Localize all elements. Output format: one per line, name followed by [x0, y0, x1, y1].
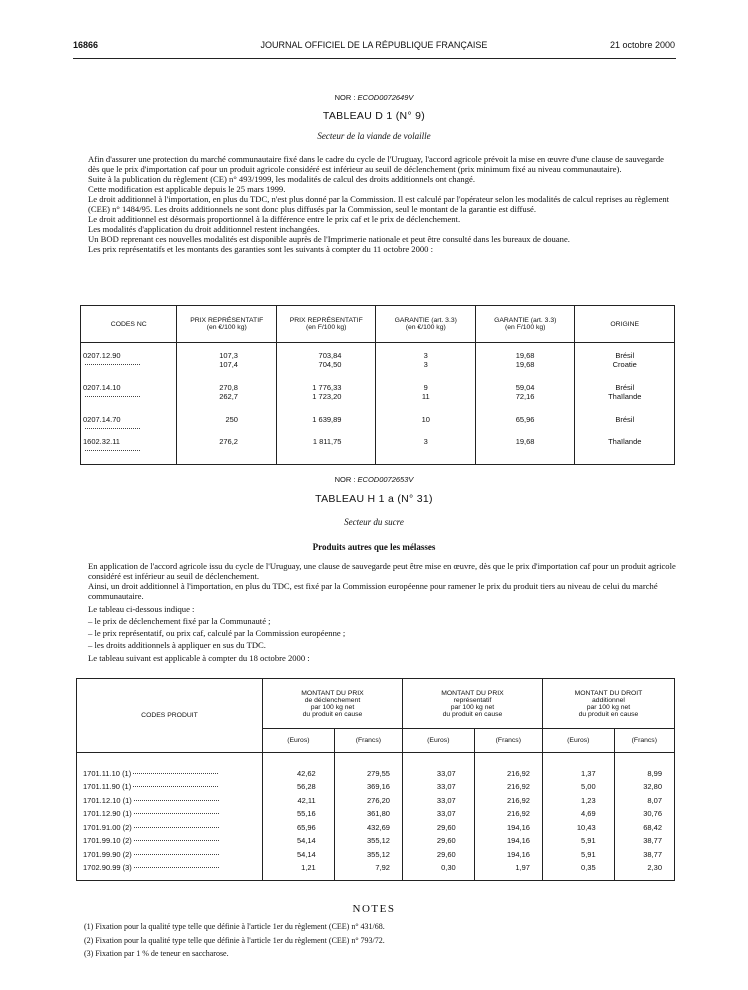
- code-text: 1701.12.10 (1): [83, 795, 132, 805]
- leader-dots: [134, 867, 219, 868]
- code-cell: [77, 848, 263, 862]
- value-cell: 5,00: [542, 780, 614, 794]
- sub-header: (Francs): [614, 729, 674, 753]
- value-cell: 279,55: [334, 767, 402, 781]
- gf-cell: [475, 415, 575, 437]
- value-cell: 355,12: [334, 848, 402, 862]
- value-cell: 42,11: [263, 794, 335, 808]
- note-item: (2) Fixation pour la qualité type telle que définie à l'article 1er du règlement (CEE) n° 793/72.: [84, 935, 385, 945]
- cell-value: 59,04: [515, 382, 535, 392]
- nor-code: ECOD0072653V: [357, 475, 414, 484]
- table-row: [81, 351, 675, 383]
- code-cell: [81, 351, 177, 383]
- value-cell: 56,28: [263, 780, 335, 794]
- section1-text: [88, 154, 676, 254]
- table-header-row: [77, 679, 675, 729]
- table-row: [81, 437, 675, 459]
- value-cell: 1,37: [542, 767, 614, 781]
- code-cell: [77, 861, 263, 875]
- table-row: [77, 767, 675, 781]
- spacer-row: [77, 875, 675, 881]
- value-cell: 1,23: [542, 794, 614, 808]
- leader-dots: [133, 786, 218, 787]
- paragraph: Les prix représentatifs et les montants des garanties sont les suivants à compter du 11 octobre 2000 :: [88, 244, 434, 254]
- list-item: – les droits additionnels à appliquer en sus du TDC.: [88, 640, 266, 650]
- code-text: 1701.12.90 (1): [83, 809, 132, 819]
- cell-value: Croatie: [612, 359, 637, 369]
- leader-dots: [134, 813, 219, 814]
- code-cell: [81, 415, 177, 437]
- col-header-codes: CODES PRODUIT: [77, 679, 263, 753]
- origine-cell: [575, 383, 675, 415]
- table-row: [77, 780, 675, 794]
- value-cell: 38,77: [614, 834, 674, 848]
- section2-text: [88, 561, 676, 663]
- code-text: 0207.12.90: [83, 350, 121, 360]
- nor-reference-2: [0, 475, 748, 484]
- origine-cell: [575, 351, 675, 383]
- ge-cell: [376, 351, 476, 383]
- table-row: [77, 861, 675, 875]
- value-cell: 30,76: [614, 807, 674, 821]
- paragraph: Suite à la publication du règlement (CE) n° 493/1999, les modalités de calcul des droits additionnels ont changé.: [88, 174, 475, 184]
- sub-header: (Euros): [402, 729, 474, 753]
- leader-dots: [134, 800, 219, 801]
- code-text: 1701.99.90 (2): [83, 849, 132, 859]
- value-cell: 29,60: [402, 834, 474, 848]
- sub-header: (Francs): [474, 729, 542, 753]
- table-row: [81, 383, 675, 415]
- value-cell: 0,30: [402, 861, 474, 875]
- value-cell: 194,16: [474, 848, 542, 862]
- group-header: MONTANT DU PRIX représentatif par 100 kg net du produit en cause: [402, 679, 542, 729]
- code-cell: [77, 834, 263, 848]
- cell-value: Thaïlande: [608, 436, 642, 446]
- table-d1: [80, 305, 675, 465]
- nor-reference-1: [0, 93, 748, 102]
- value-cell: 42,62: [263, 767, 335, 781]
- cell-value: 72,16: [515, 391, 535, 401]
- code-cell: [81, 437, 177, 459]
- group-header: MONTANT DU PRIX de déclenchement par 100 kg net du produit en cause: [263, 679, 403, 729]
- cell-value: 276,2: [219, 436, 238, 446]
- value-cell: 216,92: [474, 767, 542, 781]
- value-cell: 33,07: [402, 794, 474, 808]
- cell-value: 703,84: [318, 350, 342, 360]
- value-cell: 194,16: [474, 821, 542, 835]
- col-header: PRIX REPRÉSENTATIF (en F/100 kg): [276, 306, 376, 343]
- table-row: [77, 794, 675, 808]
- value-cell: 33,07: [402, 767, 474, 781]
- col-header: CODES NC: [81, 306, 177, 343]
- table-header-row: [81, 306, 675, 343]
- cell-value: 107,4: [219, 359, 238, 369]
- pf-cell: [276, 415, 376, 437]
- leader-dots: [134, 854, 219, 855]
- leader-dots: [134, 827, 219, 828]
- cell-value: Brésil: [615, 414, 635, 424]
- publication-date: 21 octobre 2000: [609, 40, 675, 50]
- value-cell: 32,80: [614, 780, 674, 794]
- cell-value: 3: [423, 350, 428, 360]
- cell-value: 1 776,33: [312, 382, 342, 392]
- paragraph: Un BOD reprenant ces nouvelles modalités est disponible auprès de l'Imprimerie nationale et peut être consulté dans les bureaux de douane.: [88, 234, 570, 244]
- code-text: 0207.14.70: [83, 414, 121, 424]
- value-cell: 1,21: [263, 861, 335, 875]
- cell-value: 19,68: [515, 436, 535, 446]
- code-cell: [77, 794, 263, 808]
- nor-code: ECOD0072649V: [357, 93, 414, 102]
- value-cell: 8,99: [614, 767, 674, 781]
- code-text: 1602.32.11: [83, 436, 120, 446]
- spacer-row: [81, 459, 675, 465]
- table-row: [81, 415, 675, 437]
- pe-cell: [177, 383, 277, 415]
- section2-heading: Produits autres que les mélasses: [312, 542, 436, 552]
- cell-value: 704,50: [318, 359, 342, 369]
- value-cell: 29,60: [402, 821, 474, 835]
- leader-dots: [134, 840, 219, 841]
- cell-value: 19,68: [515, 359, 535, 369]
- code-cell: [81, 383, 177, 415]
- spacer-row: [77, 753, 675, 767]
- leader-dots: [85, 396, 140, 397]
- leader-dots: [85, 428, 140, 429]
- cell-value: 262,7: [219, 391, 238, 401]
- value-cell: 2,30: [614, 861, 674, 875]
- nor-label: NOR :: [334, 475, 356, 484]
- pe-cell: [177, 415, 277, 437]
- header-rule: [73, 58, 676, 59]
- origine-cell: [575, 437, 675, 459]
- value-cell: 0,35: [542, 861, 614, 875]
- value-cell: 276,20: [334, 794, 402, 808]
- cell-value: 3: [423, 436, 428, 446]
- pf-cell: [276, 351, 376, 383]
- pf-cell: [276, 383, 376, 415]
- group-header: MONTANT DU DROIT additionnel par 100 kg net du produit en cause: [542, 679, 674, 729]
- cell-value: 11: [421, 391, 430, 401]
- value-cell: 194,16: [474, 834, 542, 848]
- sub-header: (Francs): [334, 729, 402, 753]
- paragraph: Le tableau suivant est applicable à compter du 18 octobre 2000 :: [88, 653, 310, 663]
- spacer-row: [81, 343, 675, 351]
- cell-value: 9: [423, 382, 428, 392]
- code-text: 1701.11.90 (1): [83, 782, 132, 792]
- cell-value: 1 639,89: [312, 414, 342, 424]
- cell-value: 19,68: [515, 350, 535, 360]
- value-cell: 369,16: [334, 780, 402, 794]
- leader-dots: [85, 450, 140, 451]
- code-text: 1701.11.10 (1): [83, 768, 132, 778]
- value-cell: 65,96: [263, 821, 335, 835]
- paragraph: En application de l'accord agricole issu du cycle de l'Uruguay, une clause de sauvegarde peut être mise en œuvre, dès que le prix d'importation caf pour un produit agricole considéré est inférieur au seuil de déclenchement.: [88, 561, 676, 581]
- table-row: [77, 821, 675, 835]
- value-cell: 5,91: [542, 848, 614, 862]
- value-cell: 54,14: [263, 834, 335, 848]
- cell-value: 250: [225, 414, 238, 424]
- value-cell: 8,07: [614, 794, 674, 808]
- table-h1a: [76, 678, 675, 881]
- nor-label: NOR :: [334, 93, 356, 102]
- cell-value: 10: [421, 414, 430, 424]
- value-cell: 361,80: [334, 807, 402, 821]
- cell-value: 270,8: [219, 382, 238, 392]
- list-item: – le prix de déclenchement fixé par la Communauté ;: [88, 616, 271, 626]
- code-text: 1702.90.99 (3): [83, 863, 132, 873]
- col-header: PRIX REPRÉSENTATIF (en €/100 kg): [177, 306, 277, 343]
- paragraph: Le tableau ci-dessous indique :: [88, 604, 195, 614]
- pe-cell: [177, 437, 277, 459]
- leader-dots: [133, 773, 218, 774]
- notes-list: [84, 920, 385, 961]
- code-text: 0207.14.10: [83, 382, 121, 392]
- value-cell: 33,07: [402, 807, 474, 821]
- gf-cell: [475, 437, 575, 459]
- table-row: [77, 834, 675, 848]
- value-cell: 10,43: [542, 821, 614, 835]
- paragraph: Le droit additionnel à l'importation, en plus du TDC, n'est plus donné par la Commission. Il est calculé par l'opérateur selon les modalités de calcul reprises au règlement (CEE) n° 1484/95. Les droits additionnels ne sont donc plus diffusés par la Commission, seul le montant de la garantie est diffusé.: [88, 194, 670, 214]
- section2-subtitle: Secteur du sucre: [344, 517, 404, 527]
- section1-subtitle: Secteur de la viande de volaille: [317, 131, 431, 141]
- ge-cell: [376, 437, 476, 459]
- value-cell: 432,69: [334, 821, 402, 835]
- note-item: (1) Fixation pour la qualité type telle que définie à l'article 1er du règlement (CEE) n° 431/68.: [84, 922, 385, 931]
- col-header: GARANTIE (art. 3.3) (en €/100 kg): [376, 306, 476, 343]
- cell-value: Brésil: [615, 350, 635, 360]
- value-cell: 216,92: [474, 807, 542, 821]
- list-item: – le prix représentatif, ou prix caf, calculé par la Commission européenne ;: [88, 628, 346, 638]
- cell-value: Thaïlande: [608, 391, 642, 401]
- value-cell: 55,16: [263, 807, 335, 821]
- sub-header: (Euros): [263, 729, 335, 753]
- origine-cell: [575, 415, 675, 437]
- gf-cell: [475, 383, 575, 415]
- table-h1a-title: TABLEAU H 1 a (N° 31): [315, 493, 433, 505]
- ge-cell: [376, 383, 476, 415]
- value-cell: 29,60: [402, 848, 474, 862]
- code-cell: [77, 767, 263, 781]
- ge-cell: [376, 415, 476, 437]
- cell-value: 1 811,75: [312, 436, 342, 446]
- value-cell: 54,14: [263, 848, 335, 862]
- code-text: 1701.99.10 (2): [83, 836, 132, 846]
- journal-title: JOURNAL OFFICIEL DE LA RÉPUBLIQUE FRANÇAISE: [260, 40, 488, 50]
- table-row: [77, 807, 675, 821]
- value-cell: 216,92: [474, 794, 542, 808]
- code-cell: [77, 780, 263, 794]
- pe-cell: [177, 351, 277, 383]
- paragraph: Les modalités d'application du droit additionnel restent inchangées.: [88, 224, 320, 234]
- code-cell: [77, 821, 263, 835]
- value-cell: 33,07: [402, 780, 474, 794]
- value-cell: 38,77: [614, 848, 674, 862]
- gf-cell: [475, 351, 575, 383]
- pf-cell: [276, 437, 376, 459]
- table-row: [77, 848, 675, 862]
- cell-value: 65,96: [515, 414, 535, 424]
- value-cell: 4,69: [542, 807, 614, 821]
- paragraph: Ainsi, un droit additionnel à l'importation, en plus du TDC, est fixé par la Commission européenne pour ramener le prix du produit tiers au niveau de celui du marché communautaire.: [88, 581, 658, 601]
- paragraph: Afin d'assurer une protection du marché communautaire fixé dans le cadre du cycle de l'Uruguay, l'accord agricole prévoit la mise en œuvre d'une clause de sauvegarde dès que le prix d'importation caf pour un produit agricole considéré est inférieur au seuil de déclenchement (prix minimum fixé au niveau communautaire).: [88, 154, 664, 174]
- sub-header: (Euros): [542, 729, 614, 753]
- col-header: ORIGINE: [575, 306, 675, 343]
- cell-value: Brésil: [615, 382, 635, 392]
- page-number: 16866: [73, 40, 99, 50]
- cell-value: 3: [423, 359, 428, 369]
- value-cell: 68,42: [614, 821, 674, 835]
- cell-value: 107,3: [219, 350, 238, 360]
- leader-dots: [85, 364, 140, 365]
- value-cell: 1,97: [474, 861, 542, 875]
- code-cell: [77, 807, 263, 821]
- col-header: GARANTIE (art. 3.3) (en F/100 kg): [475, 306, 575, 343]
- value-cell: 216,92: [474, 780, 542, 794]
- table-d1-title: TABLEAU D 1 (N° 9): [322, 110, 426, 122]
- value-cell: 355,12: [334, 834, 402, 848]
- notes-title: NOTES: [352, 903, 396, 915]
- value-cell: 5,91: [542, 834, 614, 848]
- value-cell: 7,92: [334, 861, 402, 875]
- page-header: [0, 40, 748, 54]
- code-text: 1701.91.00 (2): [83, 822, 132, 832]
- note-item: (3) Fixation par 1 % de teneur en saccharose.: [84, 949, 229, 958]
- cell-value: 1 723,20: [312, 391, 342, 401]
- paragraph: Le droit additionnel est désormais proportionnel à la différence entre le prix caf et le prix de déclenchement.: [88, 214, 461, 224]
- paragraph: Cette modification est applicable depuis le 25 mars 1999.: [88, 184, 286, 194]
